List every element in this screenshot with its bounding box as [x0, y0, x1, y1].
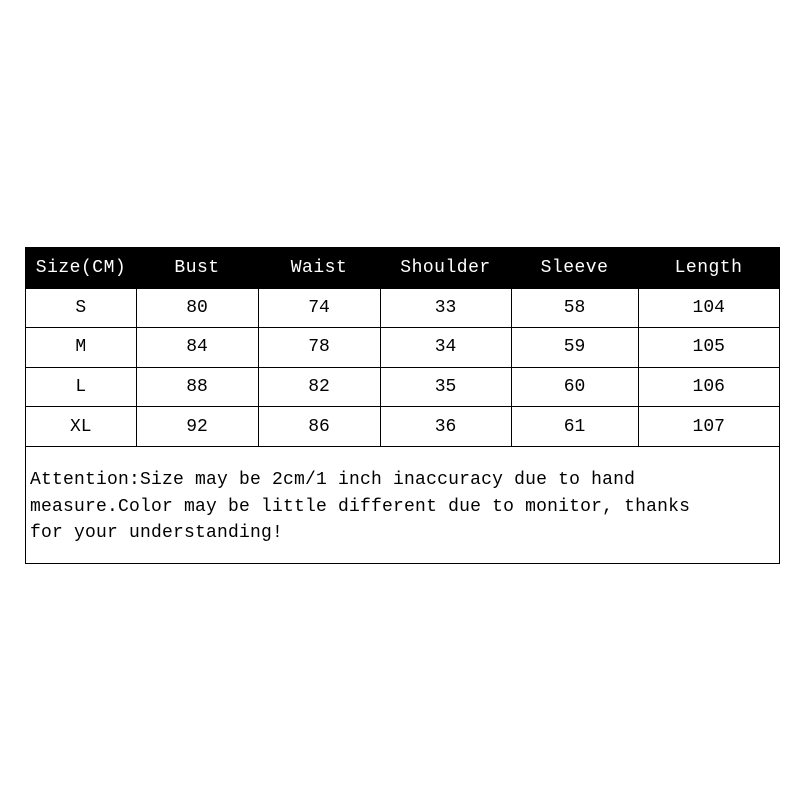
header-bust: Bust	[174, 257, 220, 278]
cell-sleeve: 60	[511, 367, 638, 407]
cell-bust: 88	[136, 367, 258, 407]
cell-shoulder: 33	[380, 288, 511, 328]
cell-length: 104	[638, 288, 779, 328]
table-row	[26, 288, 779, 328]
header-waist: Waist	[290, 257, 348, 278]
cell-length: 106	[638, 367, 779, 407]
attention-note	[26, 446, 779, 547]
cell-waist: 74	[258, 288, 380, 328]
cell-bust: 80	[136, 288, 258, 328]
note-line-1: Attention:Size may be 2cm/1 inch inaccuracy due to hand	[30, 470, 636, 490]
cell-size: M	[26, 328, 136, 368]
header-shoulder: Shoulder	[400, 257, 491, 278]
header-sleeve: Sleeve	[540, 257, 609, 278]
size-table	[26, 248, 779, 446]
cell-size: S	[26, 288, 136, 328]
cell-size: L	[26, 367, 136, 407]
cell-waist: 86	[258, 407, 380, 447]
cell-bust: 84	[136, 328, 258, 368]
cell-waist: 82	[258, 367, 380, 407]
size-chart	[25, 247, 780, 564]
cell-sleeve: 59	[511, 328, 638, 368]
header-length: Length	[674, 257, 743, 278]
cell-shoulder: 34	[380, 328, 511, 368]
note-line-2: measure.Color may be little different due to monitor, thanks	[30, 496, 691, 517]
cell-length: 107	[638, 407, 779, 447]
header-size: Size(CM)	[35, 257, 127, 278]
cell-shoulder: 35	[380, 367, 511, 407]
cell-shoulder: 36	[380, 407, 511, 447]
table-row	[26, 328, 779, 368]
table-row	[26, 407, 779, 447]
cell-waist: 78	[258, 328, 380, 368]
cell-bust: 92	[136, 407, 258, 447]
cell-sleeve: 58	[511, 288, 638, 328]
cell-sleeve: 61	[511, 407, 638, 447]
table-header-row	[26, 248, 779, 288]
table-row	[26, 367, 779, 407]
cell-length: 105	[638, 328, 779, 368]
cell-size: XL	[26, 407, 136, 447]
note-line-3: for your understanding!	[30, 523, 284, 543]
